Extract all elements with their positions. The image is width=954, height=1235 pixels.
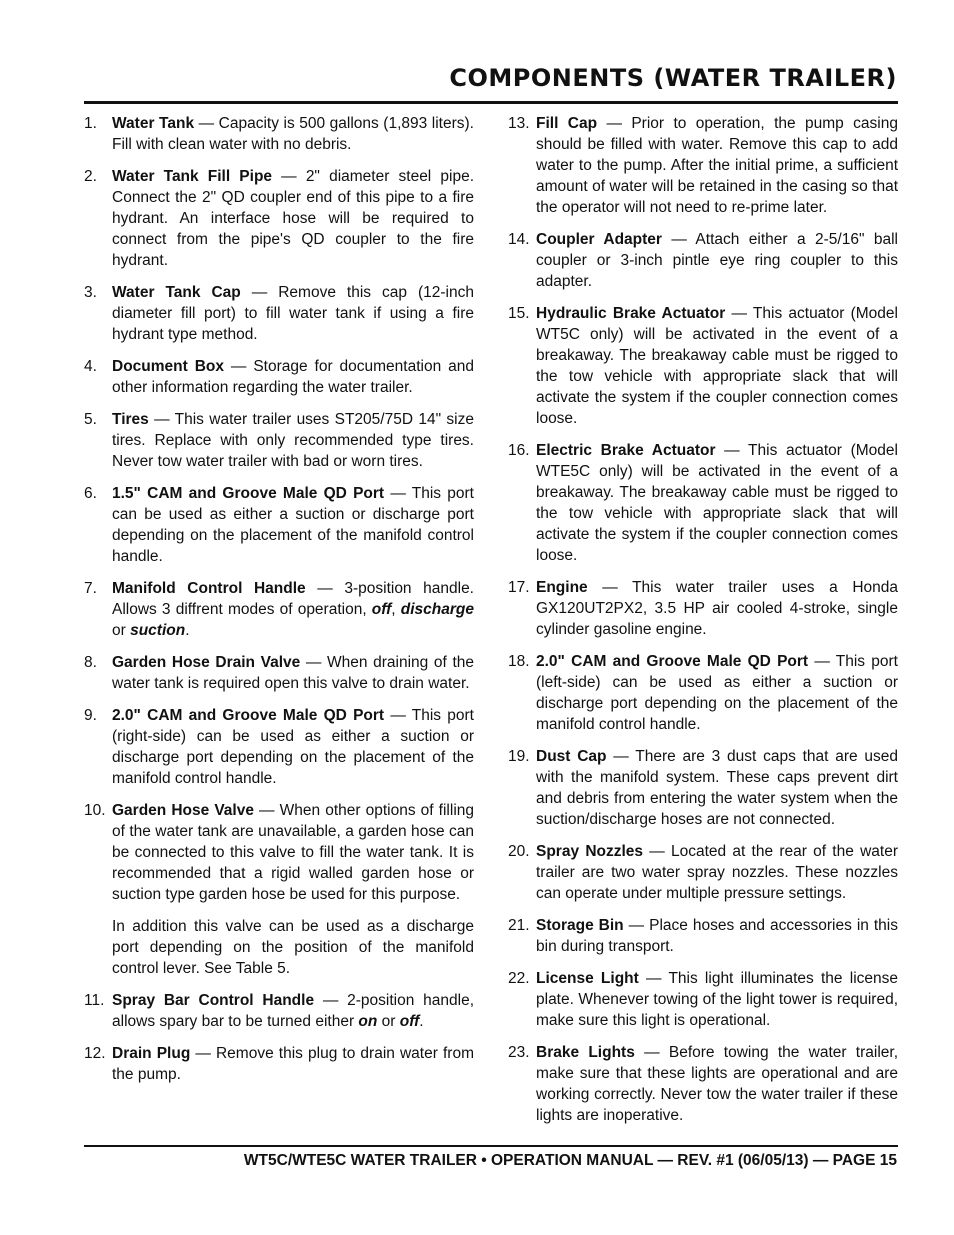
item-text: or [112,622,131,639]
item-term: Coupler Adapter [536,231,662,248]
list-item [508,113,898,218]
right-column [508,113,898,1137]
item-number: 3. [84,284,97,301]
list-item [84,282,474,345]
item-number: 1. [84,115,97,132]
item-text: — There are 3 dust caps that are used with the manifold system. These caps prevent dirt and debris from entering the water system when the suction/discharge hoses are not connected. [536,748,898,828]
item-number: 21. [508,917,530,934]
item-term: Hydraulic Brake Actuator [536,305,726,322]
list-item [508,915,898,957]
item-number: 12. [84,1045,106,1062]
item-text: — This actuator (Model WTE5C only) will be activated in the event of a breakaway. The breakaway cable must be rigged to the tow vehicle with appropriate slack that will activate the system if the coupler connection comes loose. [536,442,898,564]
list-item [508,746,898,830]
item-term: Document Box [112,358,224,375]
item-text: — Before towing the water trailer, make sure that these lights are operational and are working correctly. Never tow the water trailer if these lights are inoperative. [536,1044,899,1124]
item-number: 17. [508,579,530,596]
list-item [84,356,474,398]
item-number: 15. [508,305,530,322]
item-text: — Storage for documentation and other information regarding the water trailer. [112,358,474,396]
mode-off: off [399,1013,420,1030]
list-item [508,577,898,640]
page-footer: WT5C/WTE5C WATER TRAILER • OPERATION MANUAL — REV. #1 (06/05/13) — PAGE 15 [243,1152,897,1169]
list-item [84,483,474,567]
item-number: 19. [508,748,530,765]
item-term: Brake Lights [536,1044,635,1061]
item-term: Spray Nozzles [536,843,644,860]
item-term: Dust Cap [536,748,607,765]
list-item [84,409,474,472]
list-item [84,652,474,694]
item-term: Electric Brake Actuator [536,442,716,459]
item-number: 10. [84,802,106,819]
item-text: — 2-position handle, allows spary bar to be turned either [112,992,475,1030]
item-text: . [419,1013,424,1030]
list-item [84,166,474,271]
item-text: — Place hoses and accessories in this bin during transport. [536,917,898,955]
item-number: 14. [508,231,530,248]
page-title: COMPONENTS (WATER TRAILER) [449,64,897,92]
item-text: or [377,1013,400,1030]
item-term: Water Tank Cap [112,284,241,301]
item-number: 2. [84,168,97,185]
item-number: 13. [508,115,530,132]
item-text: — Attach either a 2-5/16" ball coupler or 3-inch pintle eye ring coupler to this adapter. [536,231,898,290]
list-item [508,841,898,904]
item-number: 16. [508,442,530,459]
item-number: 22. [508,970,530,987]
item-number: 20. [508,843,530,860]
footer-rule [84,1145,898,1147]
item-text: . [185,622,190,639]
item-term: Garden Hose Drain Valve [112,654,301,671]
list-item [84,578,474,641]
item-number: 6. [84,485,97,502]
item-text: — 3-position handle. Allows 3 diffrent modes of operation, [112,580,474,618]
item-text: — When draining of the water tank is required open this valve to drain water. [112,654,474,692]
item-term: Storage Bin [536,917,624,934]
list-item [84,990,474,1032]
list-item [508,440,898,566]
item-term: Tires [112,411,149,428]
item-term: 2.0" CAM and Groove Male QD Port [536,653,809,670]
mode-suction: suction [130,622,186,639]
list-item [508,1042,898,1126]
left-column [84,113,474,1096]
list-item [508,303,898,429]
list-item [84,113,474,155]
mode-on: on [358,1013,378,1030]
item-number: 4. [84,358,97,375]
item-text: — When other options of filling of the water tank are unavailable, a garden hose can be connected to this valve to fill the water tank. It is recommended that a rigid walled garden hose or suction type garden hose be used for this purpose. [112,802,475,903]
item-number: 5. [84,411,97,428]
item-text: — This water trailer uses ST205/75D 14" size tires. Replace with only recommended type tires. Never tow water trailer with bad or worn tires. [112,411,474,470]
item-text: — This water trailer uses a Honda GX120UT2PX2, 3.5 HP air cooled 4-stroke, single cylinder gasoline engine. [536,579,898,638]
item-term: Spray Bar Control Handle [112,992,315,1009]
list-item [508,651,898,735]
item-term: Fill Cap [536,115,598,132]
list-item [508,229,898,292]
mode-off: off [371,601,392,618]
item-text: — This port (right-side) can be used as either a suction or discharge port depending on the placement of the manifold control handle. [112,707,474,787]
item-term: Garden Hose Valve [112,802,254,819]
item-term: Engine [536,579,588,596]
item-term: Water Tank [112,115,195,132]
item-term: Drain Plug [112,1045,191,1062]
list-item [508,968,898,1031]
item-number: 9. [84,707,97,724]
item-text: — This actuator (Model WT5C only) will be activated in the event of a breakaway. The breakaway cable must be rigged to the tow vehicle with appropriate slack that will activate the system if the coupler connection comes loose. [536,305,898,427]
item-term: Water Tank Fill Pipe [112,168,273,185]
item-text: — Capacity is 500 gallons (1,893 liters). Fill with clean water with no debris. [112,115,474,153]
item-term: License Light [536,970,639,987]
item-term: 2.0" CAM and Groove Male QD Port [112,707,385,724]
mode-discharge: discharge [400,601,474,618]
item-text: — This port can be used as either a suction or discharge port depending on the placement of the manifold control handle. [112,485,474,565]
list-item [84,1043,474,1085]
item-number: 11. [84,992,105,1009]
item-text: — Remove this cap (12-inch diameter fill port) to fill water tank if using a fire hydrant type method. [112,284,474,343]
header-rule [84,101,898,104]
item-term: 1.5" CAM and Groove Male QD Port [112,485,385,502]
item-text: — Located at the rear of the water trailer are two water spray nozzles. These nozzles can operate under multiple pressure settings. [536,843,898,902]
list-item [84,800,474,905]
item-text: — Prior to operation, the pump casing should be filled with water. Remove this cap to add water to the pump. After the initial prime, a sufficient amount of water will be retained in the casing so that the operator will not need to re-prime later. [536,115,898,216]
item-term: Manifold Control Handle [112,580,306,597]
item-number: 7. [84,580,97,597]
item-number: 8. [84,654,97,671]
item-text: — This port (left-side) can be used as either a suction or discharge port depending on the placement of the manifold control handle. [536,653,898,733]
item-text: — Remove this plug to drain water from the pump. [112,1045,474,1083]
item-extra-paragraph: In addition this valve can be used as a discharge port depending on the position of the manifold control lever. See Table 5. [112,918,474,977]
item-number: 23. [508,1044,530,1061]
list-item [84,705,474,789]
item-number: 18. [508,653,530,670]
item-text: , [391,601,401,618]
item-text: — This light illuminates the license plate. Whenever towing of the light tower is required, make sure this light is operational. [536,970,899,1029]
item-text: — 2" diameter steel pipe. Connect the 2" QD coupler end of this pipe to a fire hydrant. An interface hose will be required to connect from the pipe's QD coupler to the fire hydrant. [112,168,474,269]
